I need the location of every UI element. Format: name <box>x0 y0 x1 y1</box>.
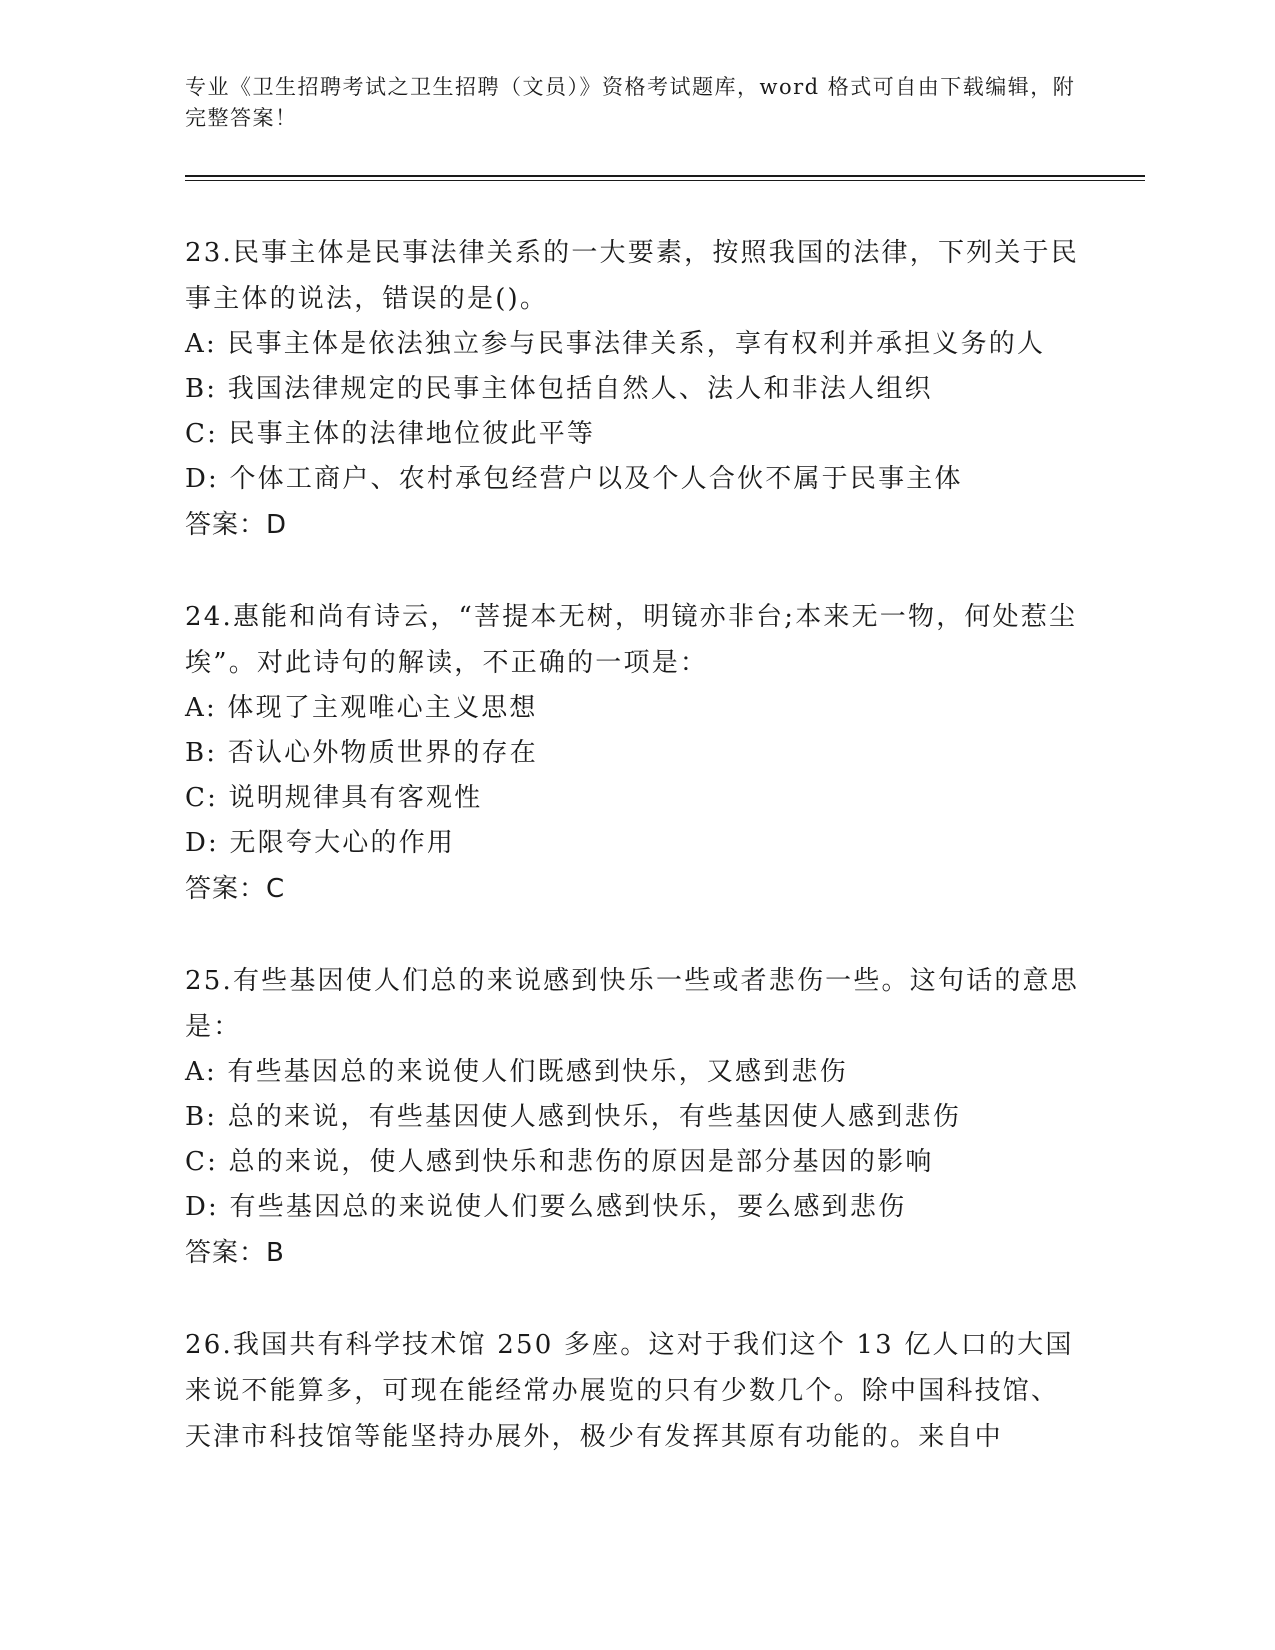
document-header: 专业《卫生招聘考试之卫生招聘（文员）》资格考试题库，word 格式可自由下载编辑，附完整答案！ <box>185 75 1076 130</box>
answer: 答案：D <box>185 510 288 540</box>
question-stem: 25.有些基因使人们总的来说感到快乐一些或者悲伤一些。这句话的意思是： <box>185 966 1079 1042</box>
option-d: D: 有些基因总的来说使人们要么感到快乐，要么感到悲伤 <box>185 1192 907 1222</box>
question-23 <box>185 230 1085 548</box>
header-divider-thick <box>185 175 1145 177</box>
option-c: C: 总的来说，使人感到快乐和悲伤的原因是部分基因的影响 <box>185 1147 934 1177</box>
question-26 <box>185 1322 1085 1460</box>
option-a: A: 有些基因总的来说使人们既感到快乐，又感到悲伤 <box>185 1057 848 1087</box>
option-d: D: 个体工商户、农村承包经营户以及个人合伙不属于民事主体 <box>185 464 963 494</box>
option-b: B: 我国法律规定的民事主体包括自然人、法人和非法人组织 <box>185 374 933 404</box>
option-a: A: 体现了主观唯心主义思想 <box>185 693 538 723</box>
question-stem: 23.民事主体是民事法律关系的一大要素，按照我国的法律，下列关于民事主体的说法，错误的是()。 <box>185 238 1079 314</box>
option-b: B: 总的来说，有些基因使人感到快乐，有些基因使人感到悲伤 <box>185 1102 961 1132</box>
answer: 答案：C <box>185 874 286 904</box>
option-c: C: 说明规律具有客观性 <box>185 783 483 813</box>
question-stem: 24.惠能和尚有诗云，“菩提本无树，明镜亦非台;本来无一物，何处惹尘埃”。对此诗句的解读，不正确的一项是： <box>185 602 1078 678</box>
question-24 <box>185 594 1085 912</box>
question-list <box>185 230 1085 1506</box>
option-b: B: 否认心外物质世界的存在 <box>185 738 538 768</box>
header-divider-thin <box>185 180 1145 181</box>
question-stem: 26.我国共有科学技术馆 250 多座。这对于我们这个 13 亿人口的大国来说不能算多，可现在能经常办展览的只有少数几个。除中国科技馆、天津市科技馆等能坚持办展外，极少有发挥其原有功能的。来自中 <box>185 1330 1074 1452</box>
option-c: C: 民事主体的法律地位彼此平等 <box>185 419 596 449</box>
option-d: D: 无限夸大心的作用 <box>185 828 456 858</box>
question-25 <box>185 958 1085 1276</box>
answer: 答案：B <box>185 1238 285 1268</box>
option-a: A: 民事主体是依法独立参与民事法律关系，享有权利并承担义务的人 <box>185 329 1046 359</box>
